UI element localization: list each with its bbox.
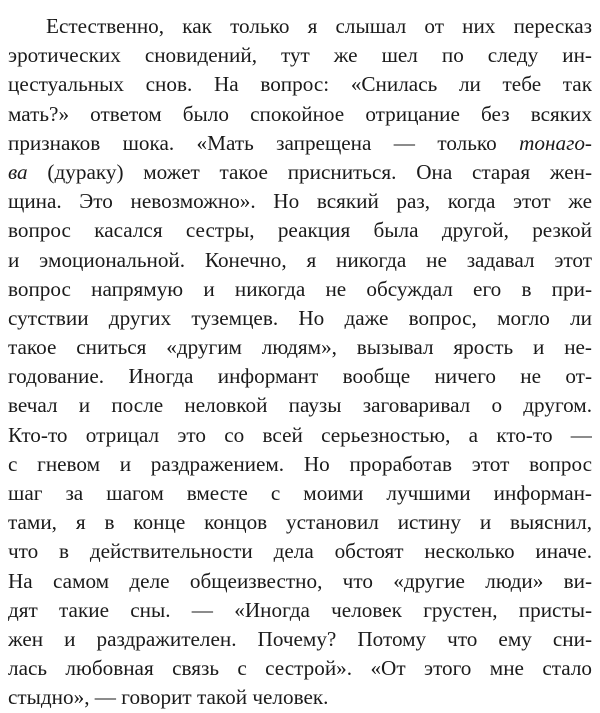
text-line (8, 129, 592, 158)
text-line (8, 391, 592, 420)
text-line (8, 567, 592, 596)
text-line (8, 654, 592, 683)
text-line (8, 683, 592, 712)
text-segment: что в действительности дела обстоят несколько иначе. (8, 539, 592, 564)
text-line (8, 304, 592, 333)
text-line (8, 187, 592, 216)
text-segment: дят такие сны. — «Иногда человек грустен, присты- (8, 597, 592, 622)
text-line (8, 450, 592, 479)
text-segment: лась любовная связь с сестрой». «От этого мне стало (8, 656, 592, 681)
text-line (8, 508, 592, 537)
text-segment: годование. Иногда информант вообще ничего не от- (8, 364, 592, 389)
text-segment: шаг за шагом вместе с моими лучшими информан- (8, 481, 592, 505)
text-line (8, 537, 592, 566)
text-line (8, 333, 592, 362)
text-segment: мать?» ответом было спокойное отрицание без всяких (8, 101, 592, 126)
text-line (8, 12, 592, 41)
text-line (8, 246, 592, 275)
text-line (8, 362, 592, 391)
text-segment: Естественно, как только я слышал от них пересказ (46, 14, 592, 38)
text-segment: сутствии других туземцев. Но даже вопрос, могло ли (8, 305, 592, 330)
text-segment: Кто-то отрицал это со всей серьезностью, а кто-то — (8, 422, 592, 447)
text-segment: тами, я в конце концов установил истину и выяснил, (8, 510, 592, 535)
text-line (8, 421, 592, 450)
text-segment: На самом деле общеизвестно, что «другие люди» ви- (8, 568, 592, 593)
text-segment: вопрос касался сестры, реакция была другой, резкой (8, 218, 592, 243)
text-segment: эротических сновидений, тут же шел по следу ин- (8, 43, 592, 68)
text-line (8, 70, 592, 99)
text-segment: признаков шока. «Мать запрещена — только (8, 130, 520, 155)
text-segment: (дураку) может такое присниться. Она старая жен- (27, 159, 592, 184)
text-segment: с гневом и раздражением. Но проработав этот вопрос (8, 451, 592, 476)
text-segment: вечал и после неловкой паузы заговаривал о другом. (8, 393, 592, 418)
text-line (8, 100, 592, 129)
text-line (8, 275, 592, 304)
text-line (8, 41, 592, 70)
text-line (8, 596, 592, 625)
italic-word: ва (8, 159, 28, 184)
text-segment: щина. Это невозможно». Но всякий раз, когда этот же (8, 189, 592, 214)
body-paragraph (8, 12, 592, 713)
text-segment: и эмоциональной. Конечно, я никогда не задавал этот (8, 247, 592, 272)
text-segment: жен и раздражителен. Почему? Потому что ему сни- (8, 626, 592, 651)
text-line (8, 158, 592, 187)
text-segment: такое сниться «другим людям», вызывал ярость и не- (8, 335, 592, 360)
document-page (8, 12, 592, 713)
text-line (8, 479, 592, 508)
text-line (8, 625, 592, 654)
italic-word: тонаго- (519, 130, 592, 155)
text-segment: цестуальных снов. На вопрос: «Снилась ли тебе так (8, 72, 592, 97)
text-line (8, 216, 592, 245)
text-segment: стыдно», — говорит такой человек. (8, 685, 329, 710)
text-segment: вопрос напрямую и никогда не обсуждал его в при- (8, 276, 592, 301)
